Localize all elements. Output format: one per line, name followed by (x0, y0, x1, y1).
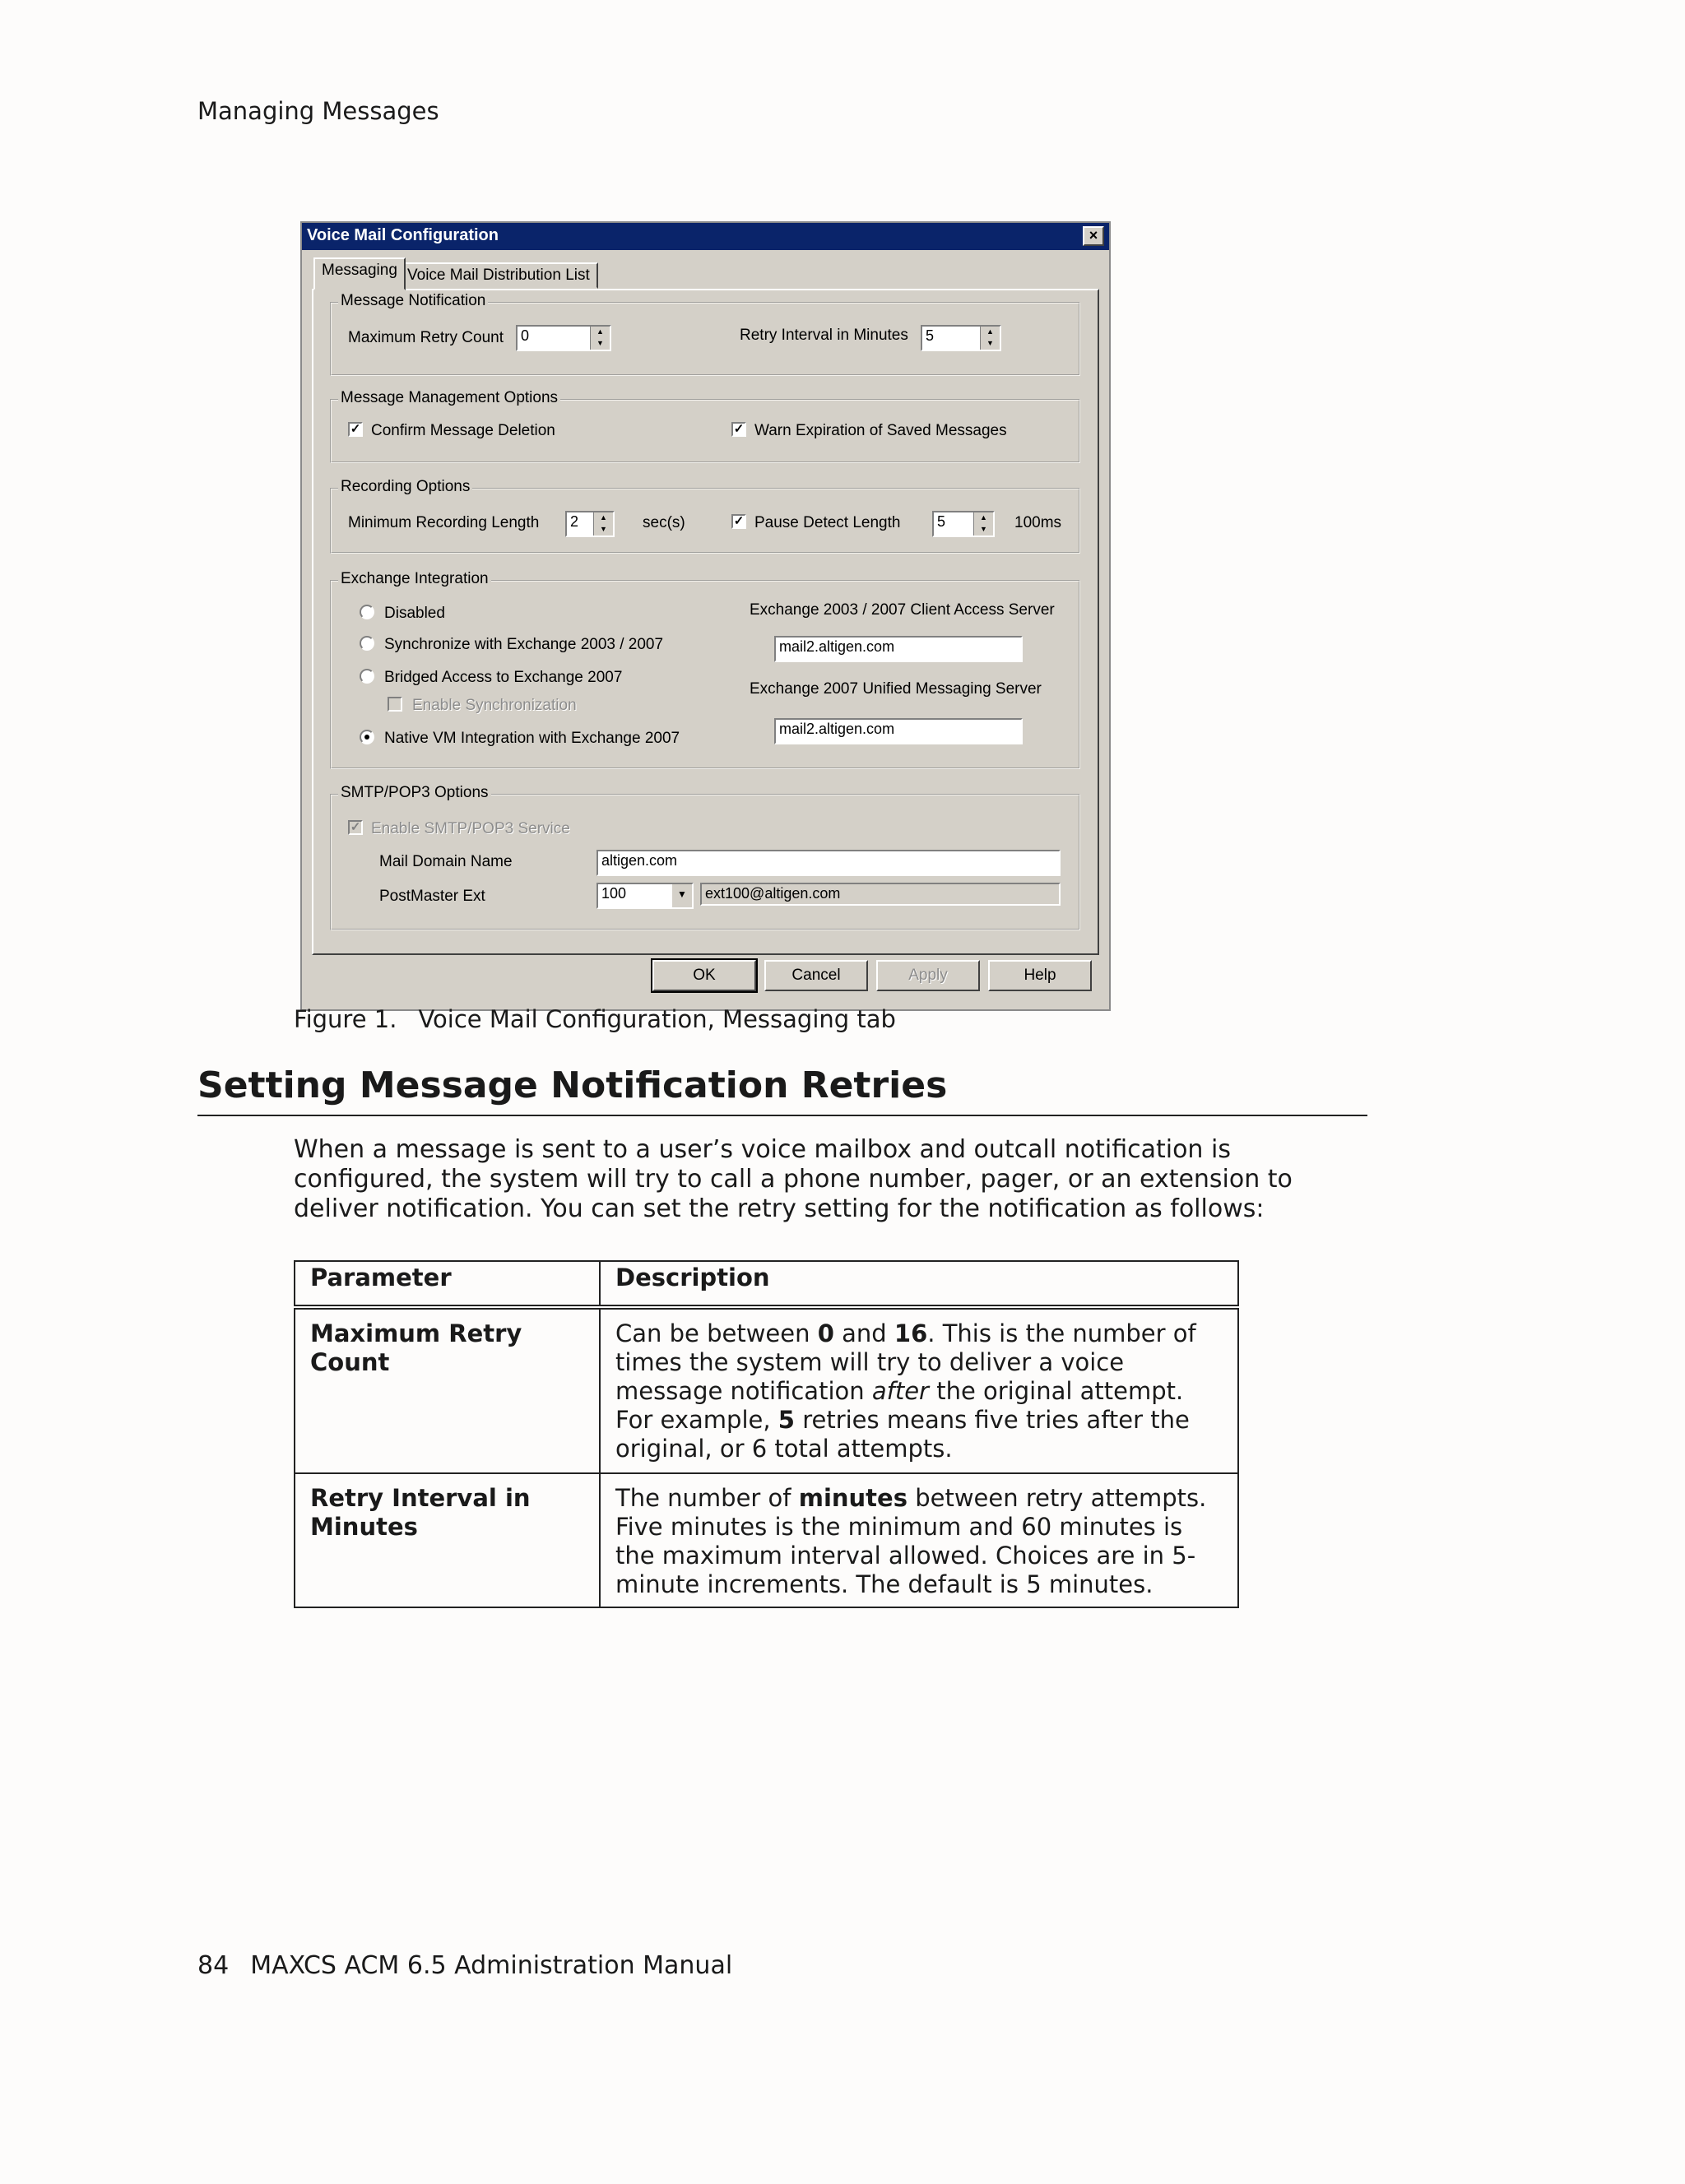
um-server-input[interactable]: mail2.altigen.com (774, 718, 1023, 744)
min-recording-length-label: Minimum Recording Length (348, 514, 540, 531)
dialog-title: Voice Mail Configuration (307, 226, 499, 244)
chevron-down-icon[interactable]: ▼ (671, 884, 692, 907)
cancel-button[interactable]: Cancel (764, 960, 868, 991)
desc-retry-interval: The number of minutes between retry attempts. Five minutes is the minimum and 60 minutes is the maximum interval allowed. Choices are in 5-minute increments. The default is 5 minutes. (600, 1473, 1238, 1607)
voice-mail-configuration-dialog (300, 221, 1111, 1011)
warn-expiration-label: Warn Expiration of Saved Messages (754, 422, 1007, 439)
radio-synchronize-exchange[interactable] (360, 636, 374, 651)
ok-button[interactable]: OK (652, 960, 756, 991)
postmaster-ext-select[interactable] (596, 883, 694, 909)
max-retry-count-label: Maximum Retry Count (348, 329, 504, 346)
dialog-titlebar (302, 223, 1109, 250)
spinner-arrows-icon[interactable]: ▲ ▼ (590, 327, 610, 350)
section-heading: Setting Message Notification Retries (197, 1064, 948, 1106)
tab-messaging[interactable]: Messaging (313, 257, 406, 290)
um-server-label: Exchange 2007 Unified Messaging Server (750, 680, 1042, 698)
postmaster-ext-label: PostMaster Ext (379, 888, 485, 905)
spinner-arrows-icon[interactable]: ▲ ▼ (980, 327, 1000, 350)
cas-server-input[interactable]: mail2.altigen.com (774, 636, 1023, 662)
spinner-arrows-icon[interactable]: ▲ ▼ (973, 512, 993, 536)
pause-detect-spinner[interactable] (932, 511, 995, 537)
figure-caption-text: Voice Mail Configuration, Messaging tab (418, 1005, 896, 1033)
min-recording-length-unit: sec(s) (643, 514, 685, 531)
cas-server-label: Exchange 2003 / 2007 Client Access Server (750, 601, 1055, 619)
heading-rule (197, 1115, 1367, 1116)
warn-expiration-checkbox[interactable]: ✓ (731, 422, 746, 437)
recording-options-label: Recording Options (338, 478, 472, 496)
max-retry-count-value: 0 (521, 327, 530, 344)
pause-detect-checkbox[interactable]: ✓ (731, 514, 746, 529)
retry-interval-value: 5 (926, 327, 935, 344)
postmaster-email-field: ext100@altigen.com (700, 883, 1061, 906)
apply-button[interactable]: Apply (876, 960, 980, 991)
postmaster-ext-value: 100 (601, 885, 627, 902)
mail-domain-input[interactable]: altigen.com (596, 850, 1061, 876)
param-retry-interval: Retry Interval in Minutes (295, 1473, 600, 1607)
message-notification-label: Message Notification (338, 292, 488, 310)
message-management-label: Message Management Options (338, 389, 560, 407)
radio-disabled-label: Disabled (384, 605, 445, 622)
figure-caption (294, 1005, 896, 1033)
table-row (295, 1307, 1238, 1473)
radio-native-vm-integration[interactable] (360, 730, 374, 744)
param-max-retry-count: Maximum Retry Count (295, 1307, 600, 1473)
close-icon[interactable]: × (1083, 226, 1104, 246)
column-header-description: Description (600, 1261, 1238, 1307)
radio-disabled[interactable] (360, 605, 374, 619)
min-recording-length-value: 2 (570, 513, 579, 530)
parameter-table (294, 1260, 1239, 1608)
exchange-integration-label: Exchange Integration (338, 570, 491, 588)
tab-voice-mail-distribution-list[interactable]: Voice Mail Distribution List (399, 262, 598, 289)
desc-max-retry-count: Can be between 0 and 16. This is the number of times the system will try to deliver a voice message notification after the original attempt. For example, 5 retries means five tries after the original, or 6 total attempts. (600, 1307, 1238, 1473)
retry-interval-spinner[interactable] (921, 325, 1001, 351)
radio-bridged-access-label: Bridged Access to Exchange 2007 (384, 669, 623, 686)
pause-detect-label: Pause Detect Length (754, 514, 901, 531)
smtp-pop3-label: SMTP/POP3 Options (338, 784, 491, 802)
confirm-deletion-checkbox[interactable]: ✓ (348, 422, 363, 437)
radio-bridged-access[interactable] (360, 669, 374, 684)
pause-detect-unit: 100ms (1014, 514, 1062, 531)
page-number: 84 (197, 1951, 230, 1980)
retry-interval-label: Retry Interval in Minutes (740, 327, 908, 344)
pause-detect-value: 5 (937, 513, 946, 530)
enable-synchronization-label: Enable Synchronization (412, 697, 577, 714)
page-footer (197, 1951, 732, 1980)
table-header-row (295, 1261, 1238, 1307)
running-header: Managing Messages (197, 97, 439, 125)
spinner-arrows-icon[interactable]: ▲ ▼ (593, 512, 613, 536)
enable-synchronization-checkbox[interactable] (388, 697, 402, 712)
column-header-parameter: Parameter (295, 1261, 600, 1307)
manual-title: MAXCS ACM 6.5 Administration Manual (250, 1951, 733, 1980)
help-button[interactable]: Help (988, 960, 1092, 991)
figure-number: Figure 1. (294, 1005, 397, 1033)
min-recording-length-spinner[interactable] (565, 511, 615, 537)
radio-synchronize-exchange-label: Synchronize with Exchange 2003 / 2007 (384, 636, 664, 653)
enable-smtp-checkbox[interactable]: ✓ (348, 820, 363, 835)
max-retry-count-spinner[interactable] (516, 325, 611, 351)
messaging-tab-panel (312, 289, 1099, 955)
mail-domain-label: Mail Domain Name (379, 853, 513, 870)
confirm-deletion-label: Confirm Message Deletion (371, 422, 555, 439)
table-row (295, 1473, 1238, 1607)
radio-native-vm-integration-label: Native VM Integration with Exchange 2007 (384, 730, 680, 747)
intro-paragraph: When a message is sent to a user’s voice mailbox and outcall notification is configured, the system will try to call a phone number, pager, or an extension to deliver notification. You can set the retry setting for the notification as follows: (294, 1135, 1293, 1223)
enable-smtp-label: Enable SMTP/POP3 Service (371, 820, 570, 837)
